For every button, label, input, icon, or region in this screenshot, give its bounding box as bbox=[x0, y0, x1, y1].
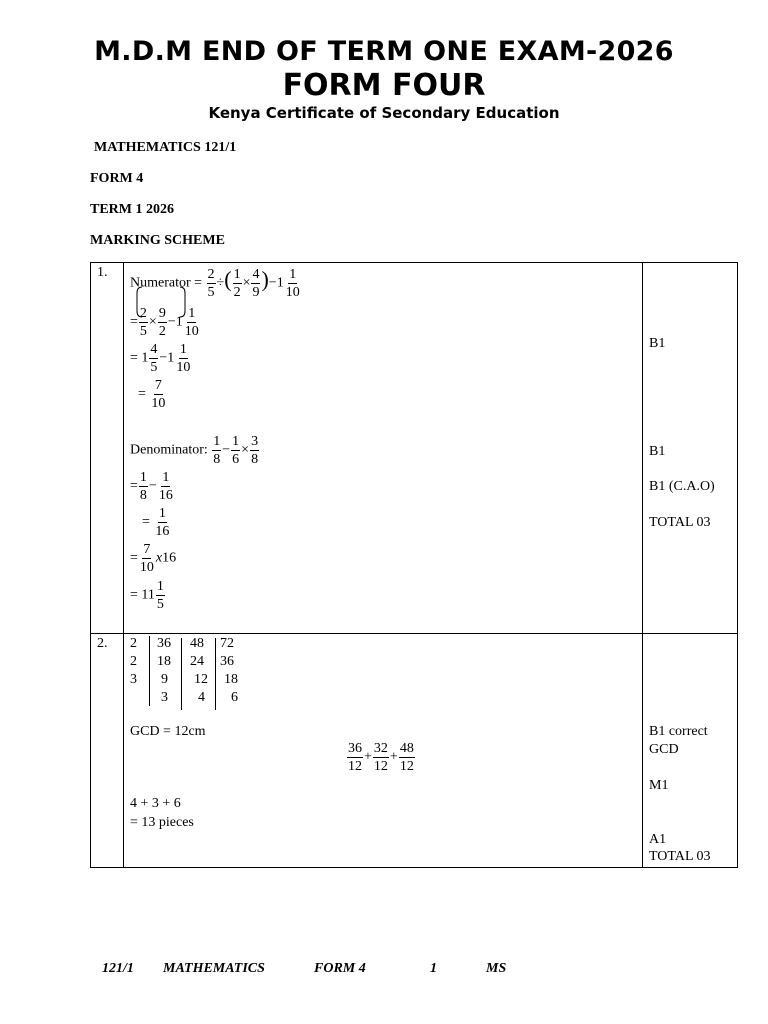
footer-page-number: 1 bbox=[430, 961, 437, 976]
footer-ms: MS bbox=[486, 961, 507, 976]
ladder-divider bbox=[181, 638, 182, 710]
question-number: 2. bbox=[97, 636, 108, 651]
question-number-cell bbox=[91, 634, 124, 868]
form-title: FORM FOUR bbox=[282, 68, 486, 103]
question-2-marks bbox=[643, 634, 738, 868]
ladder-divisor: 2 bbox=[130, 654, 137, 669]
paper-label: MATHEMATICS 121/1 bbox=[94, 140, 237, 155]
question-number: 1. bbox=[97, 265, 108, 280]
fraction: $\frac{1}{16}$ bbox=[155, 506, 170, 539]
fraction: $\frac{7}{10}$ bbox=[151, 378, 166, 411]
ladder-value: 18 bbox=[157, 654, 171, 669]
ladder-divisor: 3 bbox=[130, 672, 137, 687]
mark-total: TOTAL 03 bbox=[649, 849, 711, 864]
ladder-value: 9 bbox=[161, 672, 168, 687]
fraction: $\frac{2}{5}$ bbox=[207, 267, 215, 300]
sum-line: 4 + 3 + 6 bbox=[130, 796, 181, 811]
denominator-line: Denominator: $\frac{1}{8}$ − $\frac{1}{6}$ × $\frac{3}{8}$ bbox=[130, 434, 259, 467]
exam-subtitle: Kenya Certificate of Secondary Education bbox=[208, 104, 560, 122]
denominator-step-1: = $\frac{1}{8}$ − $\frac{1}{16}$ bbox=[130, 470, 173, 503]
fraction: $\frac{1}{2}$ bbox=[233, 267, 241, 300]
fraction: $\frac{1}{6}$ bbox=[232, 434, 240, 467]
fraction: $\frac{1}{16}$ bbox=[158, 470, 173, 503]
question-2-row bbox=[91, 634, 738, 868]
fraction: $\frac{32}{12}$ bbox=[373, 741, 388, 774]
ladder-value: 36 bbox=[157, 636, 171, 651]
fraction: $\frac{48}{12}$ bbox=[399, 741, 414, 774]
exam-title: M.D.M END OF TERM ONE EXAM-2026 bbox=[94, 36, 674, 67]
term-label: TERM 1 2026 bbox=[90, 202, 174, 217]
fraction: $\frac{1}{10}$ bbox=[184, 306, 199, 339]
ladder-value: 36 bbox=[220, 654, 234, 669]
fraction: $\frac{1}{8}$ bbox=[139, 470, 147, 503]
marking-scheme-label: MARKING SCHEME bbox=[90, 233, 225, 248]
ladder-divider bbox=[215, 638, 216, 710]
fraction: $\frac{36}{12}$ bbox=[348, 741, 362, 774]
mark-b1-correct: B1 correct bbox=[649, 724, 708, 739]
footer-code: 121/1 bbox=[102, 961, 134, 976]
ladder-value: 12 bbox=[194, 672, 208, 687]
question-1-marks bbox=[643, 263, 738, 634]
numerator-label: Numerator = bbox=[130, 275, 203, 291]
denominator-label: Denominator: bbox=[130, 442, 208, 458]
ladder-value: 4 bbox=[198, 690, 205, 705]
numerator-result: = $\frac{7}{10}$ bbox=[138, 378, 166, 411]
numerator-step-2: = 1 $\frac{4}{5}$ −1 $\frac{1}{10}$ bbox=[130, 342, 191, 375]
mark-b1: B1 bbox=[649, 336, 666, 351]
ladder-value: 24 bbox=[190, 654, 204, 669]
fraction: $\frac{9}{2}$ bbox=[158, 306, 166, 339]
fraction: $\frac{4}{9}$ bbox=[252, 267, 260, 300]
denominator-result: = $\frac{1}{16}$ bbox=[142, 506, 170, 539]
fraction: $\frac{4}{5}$ bbox=[150, 342, 158, 375]
ladder-value: 48 bbox=[190, 636, 204, 651]
mark-total: TOTAL 03 bbox=[649, 515, 711, 530]
fraction: $\frac{2}{5}$ bbox=[139, 306, 147, 339]
mark-a1: A1 bbox=[649, 832, 667, 847]
mark-b1: B1 bbox=[649, 444, 666, 459]
footer-form: FORM 4 bbox=[314, 961, 366, 976]
mark-gcd: GCD bbox=[649, 742, 679, 757]
numerator-line: Numerator = $\frac{2}{5}$ ÷( $\frac{1}{2}$ × $\frac{4}{9}$ )−1 $\frac{1}{10}$ bbox=[130, 266, 300, 300]
ladder-value: 72 bbox=[220, 636, 234, 651]
ladder-value: 18 bbox=[224, 672, 238, 687]
factor-ladder bbox=[124, 634, 642, 867]
mark-b1-cao: B1 (C.A.O) bbox=[649, 479, 715, 494]
ladder-divisor: 2 bbox=[130, 636, 137, 651]
division-step: = $\frac{7}{10}$ x16 bbox=[130, 542, 177, 575]
final-answer: = 11 $\frac{1}{5}$ bbox=[130, 579, 164, 612]
question-1-working bbox=[124, 263, 643, 634]
fraction: $\frac{7}{10}$ bbox=[139, 542, 154, 575]
fraction: $\frac{1}{10}$ bbox=[285, 267, 300, 300]
fraction: $\frac{1}{5}$ bbox=[156, 579, 164, 612]
fraction: $\frac{3}{8}$ bbox=[251, 434, 259, 467]
marking-scheme-table bbox=[90, 262, 738, 868]
question-1-row bbox=[91, 263, 738, 634]
ladder-value: 6 bbox=[231, 690, 238, 705]
mark-m1: M1 bbox=[649, 778, 669, 793]
numerator-step-1: = $\frac{2}{5}$ × $\frac{9}{2}$ −1 $\frac{1}{10}$ bbox=[130, 306, 199, 339]
fraction: $\frac{1}{8}$ bbox=[213, 434, 221, 467]
footer-subject: MATHEMATICS bbox=[163, 961, 265, 976]
pieces-result: = 13 pieces bbox=[130, 815, 194, 830]
gcd-line: GCD = 12cm bbox=[130, 724, 206, 739]
ladder-divider bbox=[149, 636, 150, 706]
fraction: $\frac{1}{10}$ bbox=[176, 342, 191, 375]
form-label: FORM 4 bbox=[90, 171, 144, 186]
piece-sum-expression: $\frac{36}{12}$ + $\frac{32}{12}$ + $\frac{48}{12}$ bbox=[348, 741, 414, 774]
ladder-value: 3 bbox=[161, 690, 168, 705]
question-number-cell bbox=[91, 263, 124, 634]
question-2-working bbox=[124, 634, 643, 868]
